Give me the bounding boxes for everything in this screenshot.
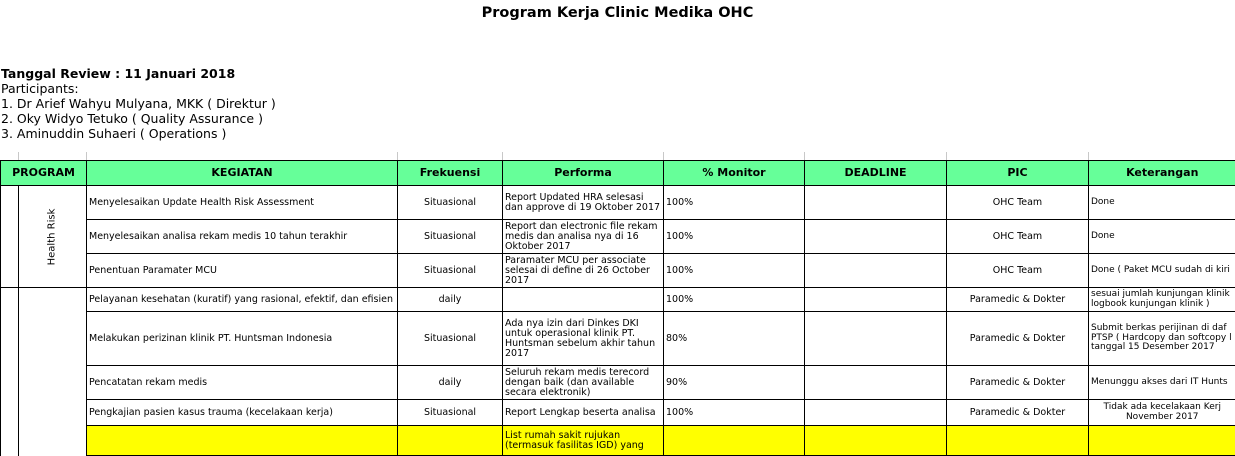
cell-keterangan[interactable]: Done (1089, 220, 1235, 254)
grid-line (663, 152, 664, 160)
grid-line (86, 152, 87, 160)
participant-1: 1. Dr Arief Wahyu Mulyana, MKK ( Direktur ) (1, 96, 276, 111)
cell-kegiatan[interactable]: Pelayanan kesehatan (kuratif) yang rasional, efektif, dan efisien (87, 288, 398, 312)
cell-frekuensi[interactable]: Situasional (398, 186, 503, 220)
cell-monitor[interactable] (664, 426, 805, 456)
cell-deadline[interactable] (805, 220, 947, 254)
table-row (1, 426, 1235, 456)
program-margin-cell (1, 288, 19, 456)
cell-performa[interactable]: Ada nya izin dari Dinkes DKI untuk operasional klinik PT. Huntsman sebelum akhir tahun 2017 (503, 312, 664, 366)
program-label: Health Risk (48, 208, 58, 265)
program-cell[interactable] (19, 186, 87, 288)
cell-keterangan[interactable] (1089, 426, 1235, 456)
table-row (1, 288, 1235, 312)
cell-kegiatan[interactable]: Pengkajian pasien kasus trauma (kecelakaan kerja) (87, 400, 398, 426)
cell-pic[interactable]: OHC Team (947, 186, 1089, 220)
participants-label: Participants: (1, 81, 276, 96)
col-header-performa[interactable]: Performa (503, 161, 664, 186)
cell-keterangan[interactable]: Tidak ada kecelakaan Kerj November 2017 (1089, 400, 1235, 426)
cell-kegiatan[interactable]: Pencatatan rekam medis (87, 366, 398, 400)
cell-keterangan[interactable]: Done ( Paket MCU sudah di kiri (1089, 254, 1235, 288)
header-row (1, 161, 1235, 186)
table-row (1, 254, 1235, 288)
cell-kegiatan[interactable]: Menyelesaikan analisa rekam medis 10 tahun terakhir (87, 220, 398, 254)
cell-monitor[interactable]: 100% (664, 220, 805, 254)
cell-frekuensi[interactable]: daily (398, 366, 503, 400)
table-row (1, 400, 1235, 426)
grid-line (18, 152, 19, 160)
table-row (1, 312, 1235, 366)
cell-monitor[interactable]: 100% (664, 400, 805, 426)
program-cell[interactable] (19, 288, 87, 456)
cell-deadline[interactable] (805, 366, 947, 400)
program-margin-cell (1, 186, 19, 288)
cell-keterangan[interactable]: sesuai jumlah kunjungan klinik logbook kunjungan klinik ) (1089, 288, 1235, 312)
cell-monitor[interactable]: 90% (664, 366, 805, 400)
cell-frekuensi[interactable]: Situasional (398, 220, 503, 254)
table-row (1, 186, 1235, 220)
grid-line (1088, 152, 1089, 160)
col-header-keterangan[interactable]: Keterangan (1089, 161, 1235, 186)
table-row (1, 220, 1235, 254)
grid-line (946, 152, 947, 160)
cell-performa[interactable]: Report Lengkap beserta analisa (503, 400, 664, 426)
cell-monitor[interactable]: 100% (664, 186, 805, 220)
grid-line (804, 152, 805, 160)
grid-line (397, 152, 398, 160)
col-header-frekuensi[interactable]: Frekuensi (398, 161, 503, 186)
participant-2: 2. Oky Widyo Tetuko ( Quality Assurance ) (1, 111, 276, 126)
cell-keterangan[interactable]: Done (1089, 186, 1235, 220)
cell-performa[interactable]: Report dan electronic file rekam medis dan analisa nya di 16 Oktober 2017 (503, 220, 664, 254)
cell-pic[interactable]: Paramedic & Dokter (947, 366, 1089, 400)
cell-kegiatan[interactable]: Menyelesaikan Update Health Risk Assessment (87, 186, 398, 220)
col-header-program[interactable]: PROGRAM (1, 161, 87, 186)
col-header-monitor[interactable]: % Monitor (664, 161, 805, 186)
cell-deadline[interactable] (805, 288, 947, 312)
cell-deadline[interactable] (805, 400, 947, 426)
cell-keterangan[interactable]: Menunggu akses dari IT Hunts (1089, 366, 1235, 400)
cell-pic[interactable]: Paramedic & Dokter (947, 400, 1089, 426)
program-table (0, 160, 1235, 456)
cell-performa[interactable] (503, 288, 664, 312)
cell-frekuensi[interactable]: Situasional (398, 254, 503, 288)
cell-kegiatan[interactable] (87, 426, 398, 456)
cell-deadline[interactable] (805, 254, 947, 288)
cell-performa[interactable]: Paramater MCU per associate selesai di define di 26 October 2017 (503, 254, 664, 288)
cell-monitor[interactable]: 80% (664, 312, 805, 366)
table-row (1, 366, 1235, 400)
cell-performa[interactable]: Report Updated HRA selesasi dan approve di 19 Oktober 2017 (503, 186, 664, 220)
cell-kegiatan[interactable]: Melakukan perizinan klinik PT. Huntsman Indonesia (87, 312, 398, 366)
cell-monitor[interactable]: 100% (664, 254, 805, 288)
page-title: Program Kerja Clinic Medika OHC (0, 5, 1235, 21)
cell-frekuensi[interactable]: daily (398, 288, 503, 312)
grid-line (502, 152, 503, 160)
col-header-kegiatan[interactable]: KEGIATAN (87, 161, 398, 186)
cell-deadline[interactable] (805, 426, 947, 456)
cell-frekuensi[interactable] (398, 426, 503, 456)
cell-performa[interactable]: List rumah sakit rujukan (termasuk fasilitas IGD) yang (503, 426, 664, 456)
cell-keterangan[interactable]: Submit berkas perijinan di daf PTSP ( Hardcopy dan softcopy l tanggal 15 Desember 2017 (1089, 312, 1235, 366)
col-header-pic[interactable]: PIC (947, 161, 1089, 186)
cell-pic[interactable] (947, 426, 1089, 456)
participant-3: 3. Aminuddin Suhaeri ( Operations ) (1, 126, 276, 141)
cell-frekuensi[interactable]: Situasional (398, 400, 503, 426)
cell-pic[interactable]: OHC Team (947, 254, 1089, 288)
cell-pic[interactable]: Paramedic & Dokter (947, 288, 1089, 312)
cell-frekuensi[interactable]: Situasional (398, 312, 503, 366)
cell-deadline[interactable] (805, 186, 947, 220)
cell-deadline[interactable] (805, 312, 947, 366)
review-date: Tanggal Review : 11 Januari 2018 (1, 66, 276, 81)
cell-performa[interactable]: Seluruh rekam medis terecord dengan baik (dan available secara elektronik) (503, 366, 664, 400)
cell-monitor[interactable]: 100% (664, 288, 805, 312)
review-meta (1, 66, 276, 141)
cell-pic[interactable]: OHC Team (947, 220, 1089, 254)
cell-pic[interactable]: Paramedic & Dokter (947, 312, 1089, 366)
col-header-deadline[interactable]: DEADLINE (805, 161, 947, 186)
cell-kegiatan[interactable]: Penentuan Paramater MCU (87, 254, 398, 288)
